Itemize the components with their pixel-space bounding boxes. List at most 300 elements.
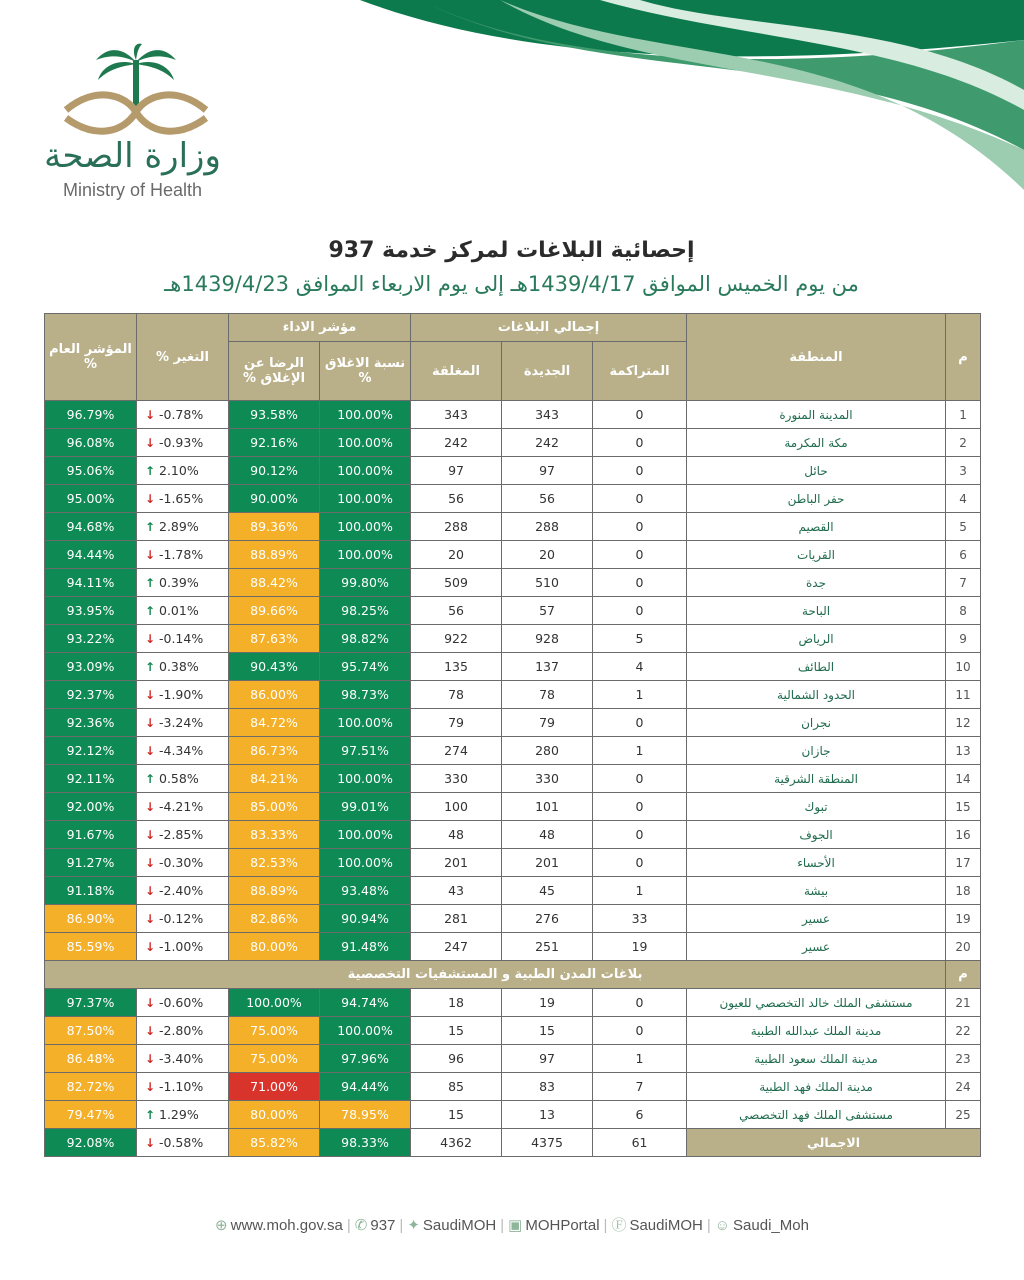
row-overall: 92.00%	[45, 793, 137, 821]
row-change-cell	[137, 765, 229, 793]
row-accumulated: 0	[593, 849, 687, 877]
row-satisfaction: 86.00%	[229, 681, 320, 709]
row-index: 19	[946, 905, 981, 933]
footer-link-text: SaudiMOH	[422, 1217, 497, 1234]
row-change: 1.29%	[159, 1107, 199, 1122]
row-change: 0.39%	[159, 575, 199, 590]
row-closure-rate: 100.00%	[320, 821, 411, 849]
row-change-cell	[137, 681, 229, 709]
row-closure-rate: 100.00%	[320, 765, 411, 793]
row-closed: 509	[411, 569, 502, 597]
row-accumulated: 0	[593, 821, 687, 849]
logo-arabic-text: وزارة الصحة	[44, 136, 221, 176]
row-satisfaction: 89.36%	[229, 513, 320, 541]
col-satisfaction: الرضا عن الإغلاق %	[229, 342, 320, 401]
reports-table	[44, 313, 981, 1157]
row-closure-rate: 98.25%	[320, 597, 411, 625]
total-change: -0.58%	[159, 1135, 204, 1150]
col-new: الجديدة	[502, 342, 593, 401]
arrow-down-icon: ↓	[145, 548, 156, 562]
row-change-cell	[137, 821, 229, 849]
row-satisfaction: 87.63%	[229, 625, 320, 653]
col-overall: المؤشر العام %	[45, 314, 137, 401]
row-new: 343	[502, 401, 593, 429]
row-closure-rate: 98.82%	[320, 625, 411, 653]
arrow-down-icon: ↓	[145, 856, 156, 870]
footer-link[interactable]	[355, 1217, 396, 1234]
globe-icon: ⊕	[215, 1217, 228, 1234]
table-row	[45, 457, 981, 485]
row-closed: 56	[411, 597, 502, 625]
row-change: -2.85%	[159, 827, 204, 842]
row-satisfaction: 75.00%	[229, 1045, 320, 1073]
row-closure-rate: 99.01%	[320, 793, 411, 821]
row-change-cell	[137, 1101, 229, 1129]
row-region: مستشفى الملك فهد التخصصي	[687, 1101, 946, 1129]
row-region: بيشة	[687, 877, 946, 905]
page-title: إحصائية البلاغات لمركز خدمة 937	[328, 238, 695, 263]
col-m: م	[946, 314, 981, 401]
row-change: -0.60%	[159, 995, 204, 1010]
row-accumulated: 0	[593, 513, 687, 541]
row-region: تبوك	[687, 793, 946, 821]
row-region: مدينة الملك سعود الطبية	[687, 1045, 946, 1073]
arrow-down-icon: ↓	[145, 408, 156, 422]
row-accumulated: 0	[593, 569, 687, 597]
row-closed: 274	[411, 737, 502, 765]
row-closed: 15	[411, 1017, 502, 1045]
row-closed: 288	[411, 513, 502, 541]
row-closure-rate: 100.00%	[320, 1017, 411, 1045]
row-closure-rate: 90.94%	[320, 905, 411, 933]
row-closed: 343	[411, 401, 502, 429]
row-index: 8	[946, 597, 981, 625]
row-region: نجران	[687, 709, 946, 737]
row-accumulated: 5	[593, 625, 687, 653]
row-region: حفر الباطن	[687, 485, 946, 513]
row-index: 16	[946, 821, 981, 849]
row-new: 288	[502, 513, 593, 541]
row-satisfaction: 88.89%	[229, 541, 320, 569]
row-index: 3	[946, 457, 981, 485]
row-new: 201	[502, 849, 593, 877]
row-accumulated: 4	[593, 653, 687, 681]
arrow-up-icon: ↑	[145, 660, 156, 674]
row-new: 19	[502, 989, 593, 1017]
arrow-down-icon: ↓	[145, 716, 156, 730]
row-change-cell	[137, 905, 229, 933]
row-change-cell	[137, 625, 229, 653]
row-change-cell	[137, 1017, 229, 1045]
row-accumulated: 0	[593, 401, 687, 429]
table-row	[45, 793, 981, 821]
row-accumulated: 0	[593, 793, 687, 821]
row-change: 0.38%	[159, 659, 199, 674]
row-region: المدينة المنورة	[687, 401, 946, 429]
row-closed: 100	[411, 793, 502, 821]
row-index: 10	[946, 653, 981, 681]
row-accumulated: 0	[593, 429, 687, 457]
row-closed: 43	[411, 877, 502, 905]
row-change: -0.78%	[159, 407, 204, 422]
table-row	[45, 513, 981, 541]
row-index: 12	[946, 709, 981, 737]
table-row	[45, 485, 981, 513]
total-accumulated: 61	[593, 1129, 687, 1157]
row-index: 11	[946, 681, 981, 709]
row-new: 97	[502, 457, 593, 485]
footer-separator: |	[500, 1217, 505, 1234]
row-closed: 79	[411, 709, 502, 737]
table-row	[45, 989, 981, 1017]
row-accumulated: 0	[593, 709, 687, 737]
col-total-reports: إجمالي البلاغات	[411, 314, 687, 342]
row-change-cell	[137, 1045, 229, 1073]
row-accumulated: 0	[593, 457, 687, 485]
table-row	[45, 765, 981, 793]
row-new: 928	[502, 625, 593, 653]
row-closure-rate: 97.51%	[320, 737, 411, 765]
row-change: -4.34%	[159, 743, 204, 758]
footer-separator: |	[603, 1217, 608, 1234]
table-row	[45, 597, 981, 625]
row-index: 6	[946, 541, 981, 569]
row-change-cell	[137, 653, 229, 681]
row-closed: 135	[411, 653, 502, 681]
row-change: 2.89%	[159, 519, 199, 534]
row-closed: 201	[411, 849, 502, 877]
row-closed: 281	[411, 905, 502, 933]
row-region: مدينة الملك فهد الطبية	[687, 1073, 946, 1101]
row-index: 22	[946, 1017, 981, 1045]
row-satisfaction: 90.43%	[229, 653, 320, 681]
arrow-down-icon: ↓	[145, 744, 156, 758]
row-closure-rate: 94.44%	[320, 1073, 411, 1101]
row-satisfaction: 100.00%	[229, 989, 320, 1017]
row-change: 0.58%	[159, 771, 199, 786]
row-closure-rate: 100.00%	[320, 401, 411, 429]
row-region: جدة	[687, 569, 946, 597]
row-overall: 87.50%	[45, 1017, 137, 1045]
row-change-cell	[137, 737, 229, 765]
row-overall: 92.11%	[45, 765, 137, 793]
row-closed: 56	[411, 485, 502, 513]
row-region: مستشفى الملك خالد التخصصي للعيون	[687, 989, 946, 1017]
row-new: 276	[502, 905, 593, 933]
row-index: 24	[946, 1073, 981, 1101]
row-satisfaction: 82.86%	[229, 905, 320, 933]
arrow-down-icon: ↓	[145, 632, 156, 646]
arrow-up-icon: ↑	[145, 772, 156, 786]
row-region: عسير	[687, 933, 946, 961]
row-index: 14	[946, 765, 981, 793]
row-change-cell	[137, 569, 229, 597]
logo-english-text: Ministry of Health	[62, 180, 203, 200]
row-overall: 86.90%	[45, 905, 137, 933]
facebook-icon: Ⓕ	[611, 1217, 627, 1234]
table-row	[45, 1101, 981, 1129]
footer-link[interactable]	[407, 1217, 496, 1234]
row-region: الرياض	[687, 625, 946, 653]
row-closed: 48	[411, 821, 502, 849]
row-closed: 18	[411, 989, 502, 1017]
table-row	[45, 681, 981, 709]
table-row	[45, 429, 981, 457]
row-change-cell	[137, 541, 229, 569]
row-index: 7	[946, 569, 981, 597]
row-closure-rate: 91.48%	[320, 933, 411, 961]
table-row	[45, 933, 981, 961]
row-closure-rate: 100.00%	[320, 513, 411, 541]
row-closed: 242	[411, 429, 502, 457]
row-overall: 93.22%	[45, 625, 137, 653]
col-region: المنطقة	[687, 314, 946, 401]
row-satisfaction: 90.00%	[229, 485, 320, 513]
footer-link[interactable]	[508, 1217, 599, 1234]
row-change: -1.00%	[159, 939, 204, 954]
snapchat-icon: ☺	[714, 1217, 731, 1234]
table-row	[45, 849, 981, 877]
row-overall: 95.06%	[45, 457, 137, 485]
row-change-cell	[137, 933, 229, 961]
footer-links	[0, 1214, 1024, 1235]
row-closure-rate: 100.00%	[320, 485, 411, 513]
total-row	[45, 1129, 981, 1157]
row-change-cell	[137, 793, 229, 821]
footer-link-text: www.moh.gov.sa	[230, 1217, 343, 1234]
row-new: 15	[502, 1017, 593, 1045]
row-overall: 94.68%	[45, 513, 137, 541]
section-label: بلاغات المدن الطبية و المستشفيات التخصصية	[45, 961, 946, 989]
row-satisfaction: 71.00%	[229, 1073, 320, 1101]
table-row	[45, 401, 981, 429]
row-change: -2.80%	[159, 1023, 204, 1038]
row-change: -0.93%	[159, 435, 204, 450]
row-new: 45	[502, 877, 593, 905]
row-new: 48	[502, 821, 593, 849]
table-row	[45, 737, 981, 765]
arrow-down-icon: ↓	[145, 1052, 156, 1066]
row-closure-rate: 100.00%	[320, 849, 411, 877]
row-region: الأحساء	[687, 849, 946, 877]
row-new: 57	[502, 597, 593, 625]
row-region: الحدود الشمالية	[687, 681, 946, 709]
row-overall: 93.09%	[45, 653, 137, 681]
row-change: 2.10%	[159, 463, 199, 478]
footer-separator: |	[399, 1217, 404, 1234]
row-closure-rate: 100.00%	[320, 709, 411, 737]
table-row	[45, 1045, 981, 1073]
arrow-down-icon: ↓	[145, 688, 156, 702]
row-change: -0.12%	[159, 911, 204, 926]
footer-separator: |	[346, 1217, 351, 1234]
row-change: -0.30%	[159, 855, 204, 870]
row-change-cell	[137, 513, 229, 541]
row-accumulated: 6	[593, 1101, 687, 1129]
row-satisfaction: 75.00%	[229, 1017, 320, 1045]
row-closed: 247	[411, 933, 502, 961]
row-new: 280	[502, 737, 593, 765]
row-satisfaction: 88.42%	[229, 569, 320, 597]
phone-icon: ✆	[354, 1217, 368, 1234]
footer-link[interactable]	[715, 1217, 809, 1234]
row-accumulated: 1	[593, 1045, 687, 1073]
row-satisfaction: 80.00%	[229, 1101, 320, 1129]
row-new: 242	[502, 429, 593, 457]
arrow-down-icon: ↓	[145, 1080, 156, 1094]
arrow-down-icon: ↓	[145, 492, 156, 506]
row-change: -1.90%	[159, 687, 204, 702]
footer-link[interactable]	[611, 1217, 702, 1234]
row-index: 5	[946, 513, 981, 541]
row-change: -1.10%	[159, 1079, 204, 1094]
row-region: عسير	[687, 905, 946, 933]
row-overall: 96.08%	[45, 429, 137, 457]
row-index: 21	[946, 989, 981, 1017]
table-row	[45, 1017, 981, 1045]
row-satisfaction: 89.66%	[229, 597, 320, 625]
row-index: 20	[946, 933, 981, 961]
row-satisfaction: 84.21%	[229, 765, 320, 793]
arrow-up-icon: ↑	[145, 464, 156, 478]
twitter-icon: ✦	[407, 1217, 420, 1234]
col-performance: مؤشر الاداء	[229, 314, 411, 342]
row-new: 510	[502, 569, 593, 597]
row-overall: 94.44%	[45, 541, 137, 569]
row-closure-rate: 100.00%	[320, 429, 411, 457]
row-new: 78	[502, 681, 593, 709]
row-overall: 92.36%	[45, 709, 137, 737]
row-accumulated: 0	[593, 485, 687, 513]
row-satisfaction: 83.33%	[229, 821, 320, 849]
section-header-row	[45, 961, 981, 989]
row-satisfaction: 86.73%	[229, 737, 320, 765]
row-change-cell	[137, 1073, 229, 1101]
col-closed: المغلقة	[411, 342, 502, 401]
row-overall: 82.72%	[45, 1073, 137, 1101]
palm-icon	[96, 44, 176, 110]
row-accumulated: 1	[593, 681, 687, 709]
row-new: 13	[502, 1101, 593, 1129]
row-closure-rate: 99.80%	[320, 569, 411, 597]
table-row	[45, 821, 981, 849]
total-label: الاجمالي	[687, 1129, 981, 1157]
row-accumulated: 0	[593, 541, 687, 569]
arrow-up-icon: ↑	[145, 1108, 156, 1122]
row-overall: 91.67%	[45, 821, 137, 849]
row-change-cell	[137, 597, 229, 625]
row-closure-rate: 93.48%	[320, 877, 411, 905]
row-satisfaction: 92.16%	[229, 429, 320, 457]
youtube-icon: ▣	[508, 1217, 523, 1234]
row-accumulated: 1	[593, 737, 687, 765]
row-closed: 922	[411, 625, 502, 653]
col-accumulated: المتراكمة	[593, 342, 687, 401]
row-region: الطائف	[687, 653, 946, 681]
row-closure-rate: 100.00%	[320, 457, 411, 485]
row-new: 137	[502, 653, 593, 681]
row-overall: 94.11%	[45, 569, 137, 597]
row-region: المنطقة الشرقية	[687, 765, 946, 793]
row-closed: 15	[411, 1101, 502, 1129]
row-closed: 20	[411, 541, 502, 569]
row-overall: 92.37%	[45, 681, 137, 709]
row-closure-rate: 94.74%	[320, 989, 411, 1017]
row-change: -1.65%	[159, 491, 204, 506]
row-new: 251	[502, 933, 593, 961]
row-region: القصيم	[687, 513, 946, 541]
footer-link-text: MOHPortal	[525, 1217, 600, 1234]
footer-link-text: Saudi_Moh	[733, 1217, 809, 1234]
row-change: -0.14%	[159, 631, 204, 646]
row-index: 18	[946, 877, 981, 905]
row-index: 17	[946, 849, 981, 877]
row-satisfaction: 93.58%	[229, 401, 320, 429]
row-overall: 85.59%	[45, 933, 137, 961]
row-closure-rate: 100.00%	[320, 541, 411, 569]
row-change: -3.40%	[159, 1051, 204, 1066]
row-satisfaction: 90.12%	[229, 457, 320, 485]
table-row	[45, 709, 981, 737]
row-change-cell	[137, 849, 229, 877]
arrow-up-icon: ↑	[145, 576, 156, 590]
table-row	[45, 541, 981, 569]
total-satisfaction: 85.82%	[229, 1129, 320, 1157]
row-satisfaction: 80.00%	[229, 933, 320, 961]
row-region: جازان	[687, 737, 946, 765]
arrow-down-icon: ↓	[145, 828, 156, 842]
table-row	[45, 653, 981, 681]
arrow-down-icon: ↓	[145, 436, 156, 450]
row-index: 2	[946, 429, 981, 457]
arrow-down-icon: ↓	[145, 940, 156, 954]
row-change: -4.21%	[159, 799, 204, 814]
arrow-down-icon: ↓	[145, 884, 156, 898]
row-change-cell	[137, 401, 229, 429]
row-region: حائل	[687, 457, 946, 485]
row-index: 9	[946, 625, 981, 653]
row-change-cell	[137, 457, 229, 485]
row-overall: 91.18%	[45, 877, 137, 905]
row-new: 101	[502, 793, 593, 821]
row-index: 15	[946, 793, 981, 821]
row-index: 1	[946, 401, 981, 429]
row-region: مدينة الملك عبدالله الطبية	[687, 1017, 946, 1045]
row-new: 20	[502, 541, 593, 569]
arrow-down-icon: ↓	[145, 800, 156, 814]
row-new: 330	[502, 765, 593, 793]
page-subtitle: من يوم الخميس الموافق 1439/4/17هـ إلى يوم الاربعاء الموافق 1439/4/23هـ	[164, 272, 859, 296]
row-index: 23	[946, 1045, 981, 1073]
row-change: 0.01%	[159, 603, 199, 618]
row-change-cell	[137, 485, 229, 513]
row-change-cell	[137, 709, 229, 737]
row-closure-rate: 78.95%	[320, 1101, 411, 1129]
row-accumulated: 19	[593, 933, 687, 961]
row-change: -1.78%	[159, 547, 204, 562]
arrow-down-icon: ↓	[145, 996, 156, 1010]
row-closed: 96	[411, 1045, 502, 1073]
row-overall: 96.79%	[45, 401, 137, 429]
row-closed: 330	[411, 765, 502, 793]
row-overall: 92.12%	[45, 737, 137, 765]
row-index: 13	[946, 737, 981, 765]
footer-link[interactable]	[215, 1217, 343, 1234]
row-change-cell	[137, 989, 229, 1017]
table-row	[45, 625, 981, 653]
row-closed: 78	[411, 681, 502, 709]
row-new: 79	[502, 709, 593, 737]
